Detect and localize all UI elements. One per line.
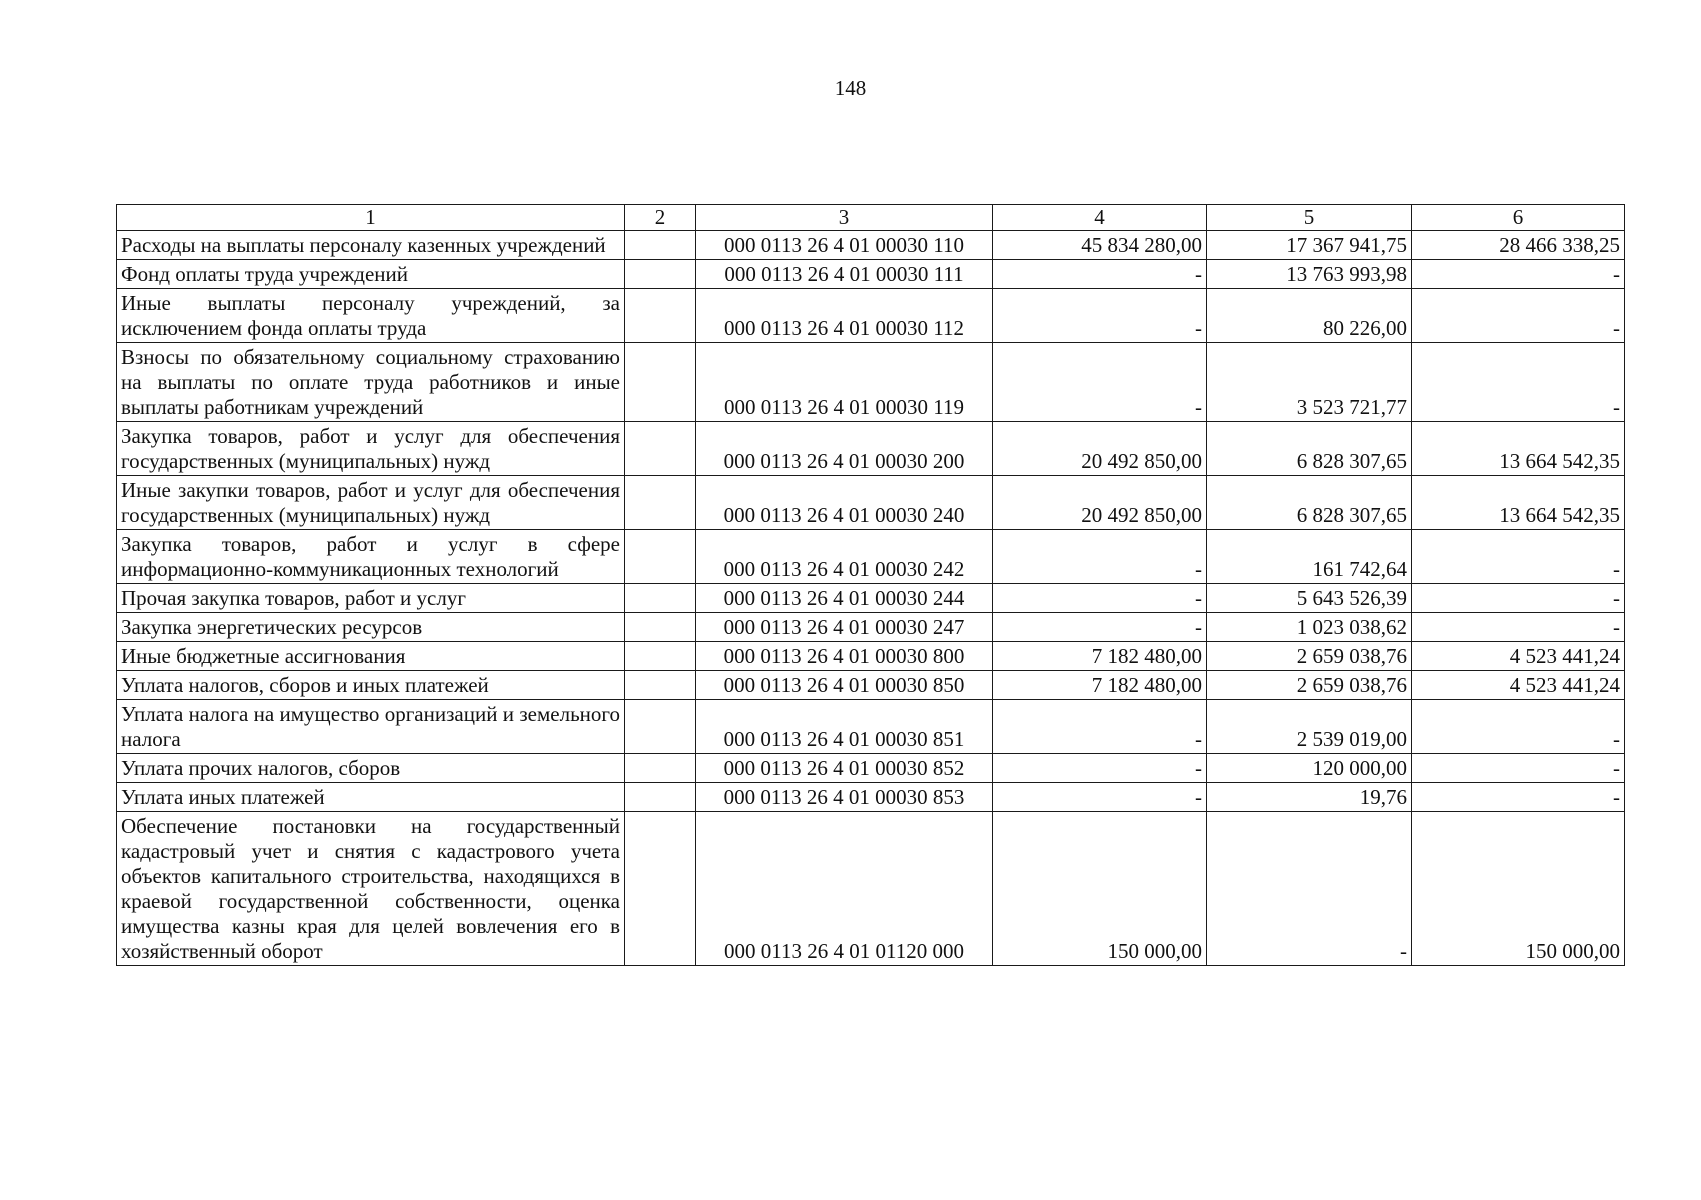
row-col2 [625,289,696,343]
row-name: Закупка энергетических ресурсов [117,613,625,642]
row-code: 000 0113 26 4 01 00030 110 [696,231,993,260]
row-col4: 45 834 280,00 [993,231,1207,260]
page-number: 148 [834,76,867,100]
row-col6: 13 664 542,35 [1412,422,1625,476]
row-col5: 6 828 307,65 [1207,476,1412,530]
row-col4: - [993,783,1207,812]
table-row [117,671,1625,700]
row-col2 [625,671,696,700]
row-code: 000 0113 26 4 01 00030 850 [696,671,993,700]
header-col-1: 1 [117,205,625,231]
row-col2 [625,530,696,584]
row-col2 [625,231,696,260]
row-col6: - [1412,613,1625,642]
row-code: 000 0113 26 4 01 00030 853 [696,783,993,812]
row-col4: 20 492 850,00 [993,422,1207,476]
row-col6: 150 000,00 [1412,812,1625,966]
header-col-2: 2 [625,205,696,231]
row-name: Расходы на выплаты персоналу казенных учреждений [117,231,625,260]
row-col2 [625,476,696,530]
row-col5: 17 367 941,75 [1207,231,1412,260]
table-row [117,642,1625,671]
row-col4: 20 492 850,00 [993,476,1207,530]
table-row [117,422,1625,476]
row-col4: 150 000,00 [993,812,1207,966]
row-col6: - [1412,260,1625,289]
header-col-3: 3 [696,205,993,231]
row-col6: - [1412,754,1625,783]
row-col2 [625,754,696,783]
table-row [117,613,1625,642]
table-row [117,530,1625,584]
table-row [117,343,1625,422]
row-col5: 120 000,00 [1207,754,1412,783]
row-code: 000 0113 26 4 01 00030 851 [696,700,993,754]
row-col5: 6 828 307,65 [1207,422,1412,476]
row-col5: 2 659 038,76 [1207,642,1412,671]
row-code: 000 0113 26 4 01 00030 244 [696,584,993,613]
row-col4: - [993,343,1207,422]
row-col6: - [1412,783,1625,812]
row-col6: 28 466 338,25 [1412,231,1625,260]
row-name: Иные бюджетные ассигнования [117,642,625,671]
row-name: Обеспечение постановки на государственный кадастровый учет и снятия с кадастрового учета объектов капитального строительства, находящихся в краевой государственной собственности, оценка имущества казны края для целей вовлечения его в хозяйственный оборот [117,812,625,966]
row-col5: 2 659 038,76 [1207,671,1412,700]
row-col2 [625,422,696,476]
table-row [117,260,1625,289]
table-row [117,231,1625,260]
row-code: 000 0113 26 4 01 00030 112 [696,289,993,343]
row-code: 000 0113 26 4 01 00030 240 [696,476,993,530]
row-col4: - [993,613,1207,642]
row-col2 [625,584,696,613]
header-col-5: 5 [1207,205,1412,231]
row-col6: 13 664 542,35 [1412,476,1625,530]
row-col5: 13 763 993,98 [1207,260,1412,289]
row-col2 [625,812,696,966]
header-row [117,205,1625,231]
row-col6: - [1412,530,1625,584]
table-row [117,476,1625,530]
header-col-6: 6 [1412,205,1625,231]
table-row [117,584,1625,613]
row-col6: - [1412,700,1625,754]
row-name: Уплата налога на имущество организаций и земельного налога [117,700,625,754]
row-col4: 7 182 480,00 [993,671,1207,700]
row-col2 [625,260,696,289]
row-col4: - [993,754,1207,783]
row-col5: 161 742,64 [1207,530,1412,584]
row-col2 [625,343,696,422]
budget-table [116,204,1625,966]
table-body [117,231,1625,966]
row-name: Иные закупки товаров, работ и услуг для обеспечения государственных (муниципальных) нужд [117,476,625,530]
row-col5: 80 226,00 [1207,289,1412,343]
row-col4: - [993,289,1207,343]
row-col6: - [1412,584,1625,613]
row-name: Уплата прочих налогов, сборов [117,754,625,783]
row-col6: - [1412,289,1625,343]
table-header [117,205,1625,231]
row-name: Взносы по обязательному социальному страхованию на выплаты по оплате труда работников и иные выплаты работникам учреждений [117,343,625,422]
row-name: Закупка товаров, работ и услуг для обеспечения государственных (муниципальных) нужд [117,422,625,476]
row-code: 000 0113 26 4 01 01120 000 [696,812,993,966]
row-col2 [625,642,696,671]
row-code: 000 0113 26 4 01 00030 200 [696,422,993,476]
table-row [117,754,1625,783]
row-col2 [625,613,696,642]
row-col2 [625,783,696,812]
table-row [117,289,1625,343]
row-col6: 4 523 441,24 [1412,671,1625,700]
row-code: 000 0113 26 4 01 00030 800 [696,642,993,671]
row-code: 000 0113 26 4 01 00030 852 [696,754,993,783]
row-col5: - [1207,812,1412,966]
row-col4: 7 182 480,00 [993,642,1207,671]
row-name: Фонд оплаты труда учреждений [117,260,625,289]
row-name: Прочая закупка товаров, работ и услуг [117,584,625,613]
row-name: Иные выплаты персоналу учреждений, за исключением фонда оплаты труда [117,289,625,343]
table-row [117,812,1625,966]
row-col4: - [993,530,1207,584]
row-code: 000 0113 26 4 01 00030 119 [696,343,993,422]
row-col6: 4 523 441,24 [1412,642,1625,671]
row-col4: - [993,260,1207,289]
row-col5: 1 023 038,62 [1207,613,1412,642]
row-name: Уплата иных платежей [117,783,625,812]
row-col5: 3 523 721,77 [1207,343,1412,422]
row-code: 000 0113 26 4 01 00030 242 [696,530,993,584]
table-row [117,700,1625,754]
table-row [117,783,1625,812]
row-col5: 2 539 019,00 [1207,700,1412,754]
row-code: 000 0113 26 4 01 00030 111 [696,260,993,289]
row-col4: - [993,700,1207,754]
row-col2 [625,700,696,754]
row-col5: 19,76 [1207,783,1412,812]
row-col5: 5 643 526,39 [1207,584,1412,613]
row-code: 000 0113 26 4 01 00030 247 [696,613,993,642]
header-col-4: 4 [993,205,1207,231]
row-name: Закупка товаров, работ и услуг в сфере информационно-коммуникационных технологий [117,530,625,584]
row-col6: - [1412,343,1625,422]
row-name: Уплата налогов, сборов и иных платежей [117,671,625,700]
row-col4: - [993,584,1207,613]
